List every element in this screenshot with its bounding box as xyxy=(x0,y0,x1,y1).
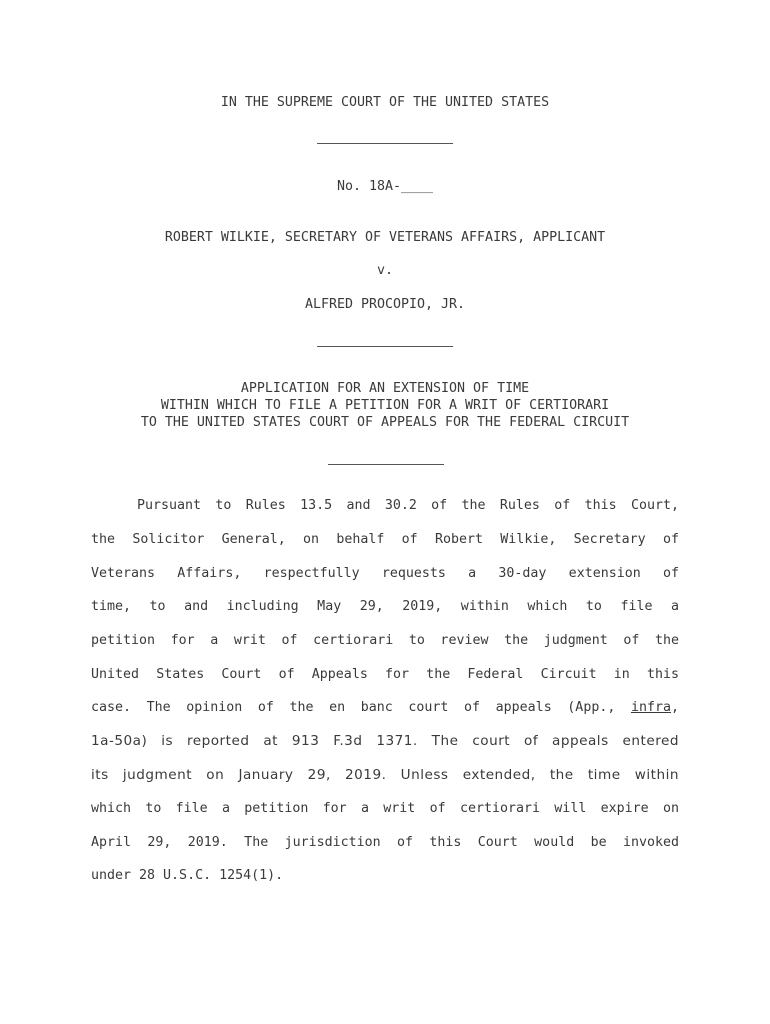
title-line-1: APPLICATION FOR AN EXTENSION OF TIME xyxy=(240,381,530,396)
court-heading: IN THE SUPREME COURT OF THE UNITED STATES xyxy=(220,95,550,110)
versus-label: v. xyxy=(376,263,393,278)
divider-rule xyxy=(328,464,444,465)
paragraph-line: 1a-50a) is reported at 913 F.3d 1371. The court of appeals entered xyxy=(91,733,679,749)
title-line-3: TO THE UNITED STATES COURT OF APPEALS FOR THE FEDERAL CIRCUIT xyxy=(140,415,630,430)
title-line-2: WITHIN WHICH TO FILE A PETITION FOR A WRIT OF CERTIORARI xyxy=(160,398,610,413)
paragraph-line: time, to and including May 29, 2019, within which to file a xyxy=(91,599,679,614)
paragraph-text: , xyxy=(670,700,679,715)
docket-number: No. 18A-____ xyxy=(336,179,434,194)
paragraph-line: Pursuant to Rules 13.5 and 30.2 of the Rules of this Court, xyxy=(137,498,679,513)
citation-infra: infra xyxy=(630,700,671,715)
applicant-name: ROBERT WILKIE, SECRETARY OF VETERANS AFFAIRS, APPLICANT xyxy=(164,230,606,245)
paragraph-line: United States Court of Appeals for the Federal Circuit in this xyxy=(91,667,679,682)
paragraph-line: which to file a petition for a writ of certiorari will expire on xyxy=(91,801,679,816)
respondent-name: ALFRED PROCOPIO, JR. xyxy=(304,297,466,312)
paragraph-line: petition for a writ of certiorari to review the judgment of the xyxy=(91,633,679,648)
divider-rule xyxy=(317,346,453,347)
paragraph-line: its judgment on January 29, 2019. Unless extended, the time within xyxy=(91,767,679,783)
paragraph-line: under 28 U.S.C. 1254(1). xyxy=(91,868,284,883)
divider-rule xyxy=(317,143,453,144)
paragraph-line: Veterans Affairs, respectfully requests a 30-day extension of xyxy=(91,566,679,581)
paragraph-line: April 29, 2019. The jurisdiction of this Court would be invoked xyxy=(91,835,679,850)
paragraph-line xyxy=(91,699,679,716)
paragraph-text: case. The opinion of the en banc court of appeals (App., xyxy=(91,700,631,715)
paragraph-line: the Solicitor General, on behalf of Robert Wilkie, Secretary of xyxy=(91,532,679,547)
